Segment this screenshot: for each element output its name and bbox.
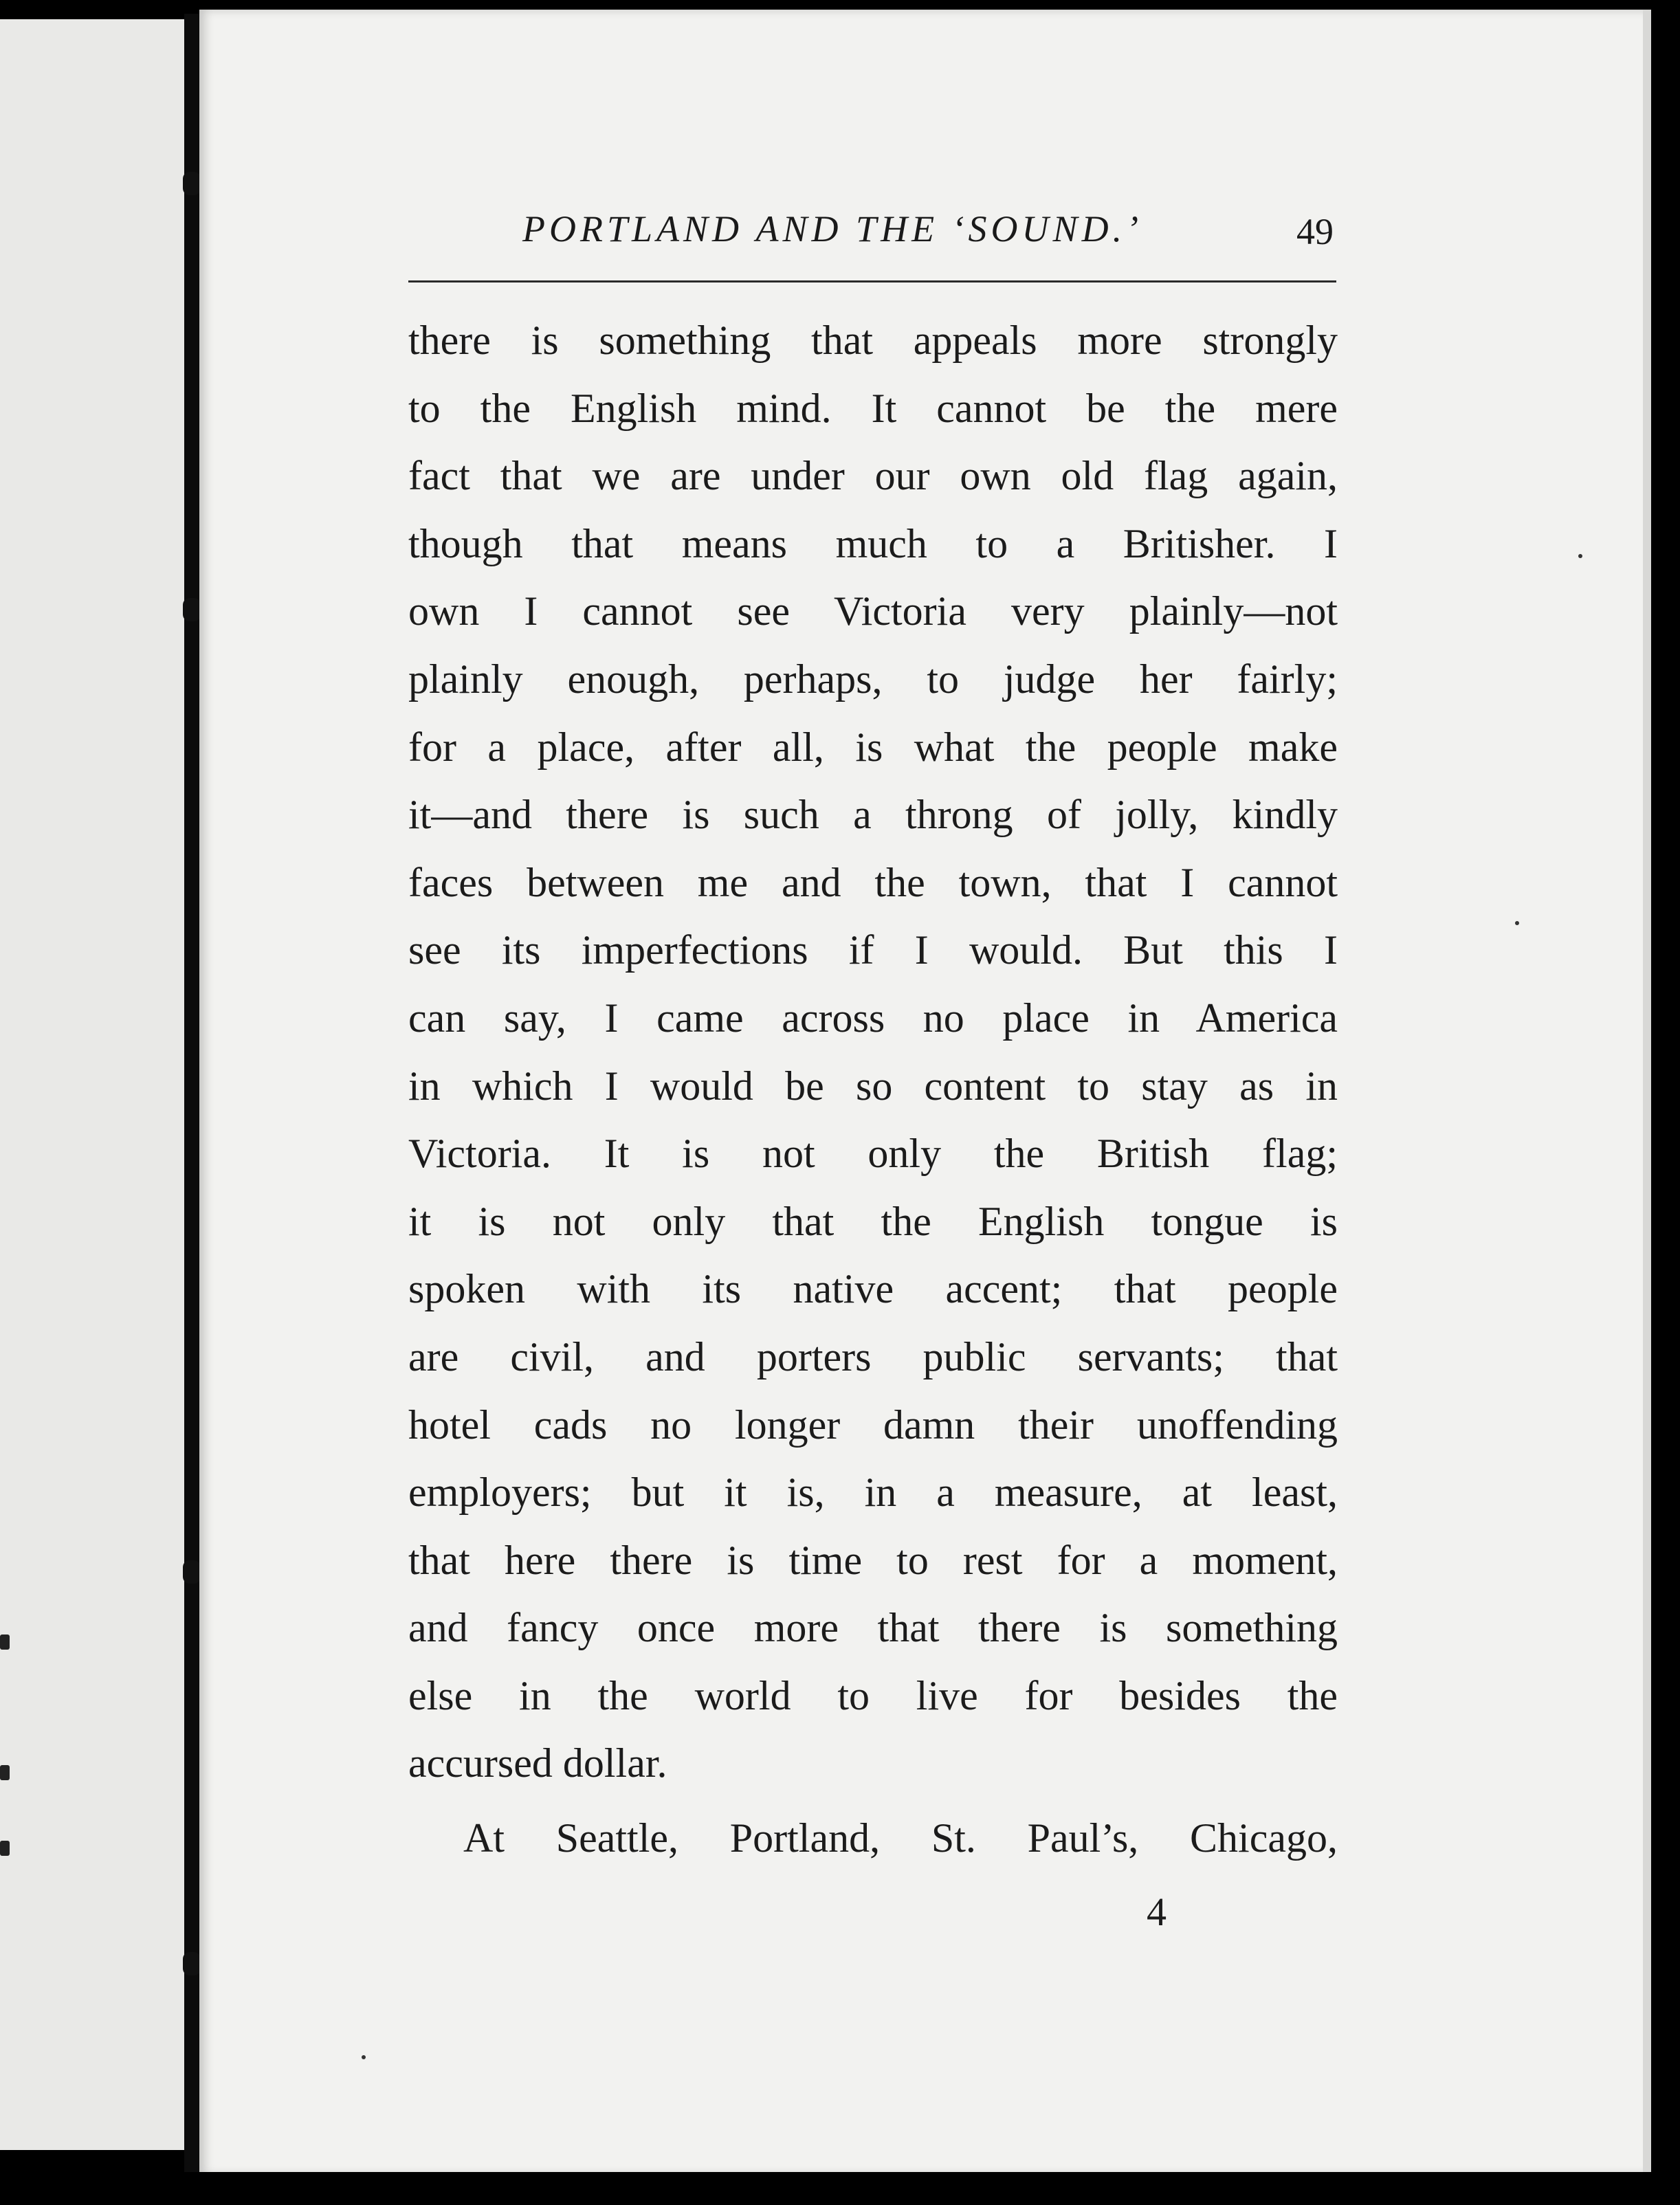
book-gutter <box>184 14 201 2172</box>
text-line: own I cannot see Victoria very plainly—not <box>408 588 1338 634</box>
text-line: are civil, and porters public servants; that <box>408 1333 1338 1379</box>
text-line: there is something that appeals more strongly <box>408 318 1338 363</box>
signature-mark: 4 <box>1147 1890 1167 1934</box>
text-line: in which I would be so content to stay as in <box>408 1063 1338 1109</box>
paper-speck <box>1515 921 1519 925</box>
body-text <box>408 307 1338 1872</box>
text-line: plainly enough, perhaps, to judge her fairly; <box>408 656 1338 702</box>
text-line: see its imperfections if I would. But this I <box>408 927 1338 973</box>
text-line: that here there is time to rest for a moment, <box>408 1537 1338 1583</box>
facing-page-text-fragments <box>0 1635 14 1909</box>
text-line: else in the world to live for besides the <box>408 1672 1338 1718</box>
page-edge <box>1643 10 1651 2175</box>
text-line: and fancy once more that there is something <box>408 1605 1338 1651</box>
text-line: fact that we are under our own old flag again, <box>408 453 1338 499</box>
facing-page-left <box>0 19 184 2150</box>
text-line: faces between me and the town, that I cannot <box>408 859 1338 905</box>
binding-stitch <box>183 1560 201 1584</box>
scan-border <box>0 2172 1680 2205</box>
binding-stitch <box>183 1952 201 1975</box>
page-number: 49 <box>1296 211 1334 252</box>
paper-speck <box>1578 554 1582 558</box>
paper-speck <box>362 2055 366 2059</box>
text-line: hotel cads no longer damn their unoffending <box>408 1401 1338 1448</box>
binding-stitch <box>183 598 201 621</box>
text-line: it is not only that the English tongue is <box>408 1198 1338 1244</box>
binding-stitch <box>183 172 201 195</box>
next-paragraph-first-line: At Seattle, Portland, St. Paul’s, Chicago, <box>463 1815 1338 1861</box>
text-line: Victoria. It is not only the British flag; <box>408 1131 1338 1177</box>
text-line: to the English mind. It cannot be the mere <box>408 385 1338 431</box>
text-line: spoken with its native accent; that people <box>408 1266 1338 1312</box>
paragraph-last-line: accursed dollar. <box>408 1740 667 1786</box>
header-rule <box>408 280 1336 282</box>
text-line: though that means much to a Britisher. I <box>408 520 1338 566</box>
text-line: it—and there is such a throng of jolly, kindly <box>408 792 1338 838</box>
text-line: employers; but it is, in a measure, at least, <box>408 1470 1338 1516</box>
text-line: can say, I came across no place in America <box>408 995 1338 1041</box>
running-head <box>0 208 1680 263</box>
text-line: for a place, after all, is what the people make <box>408 724 1338 770</box>
running-title: PORTLAND AND THE ‘SOUND.’ <box>522 208 1143 250</box>
